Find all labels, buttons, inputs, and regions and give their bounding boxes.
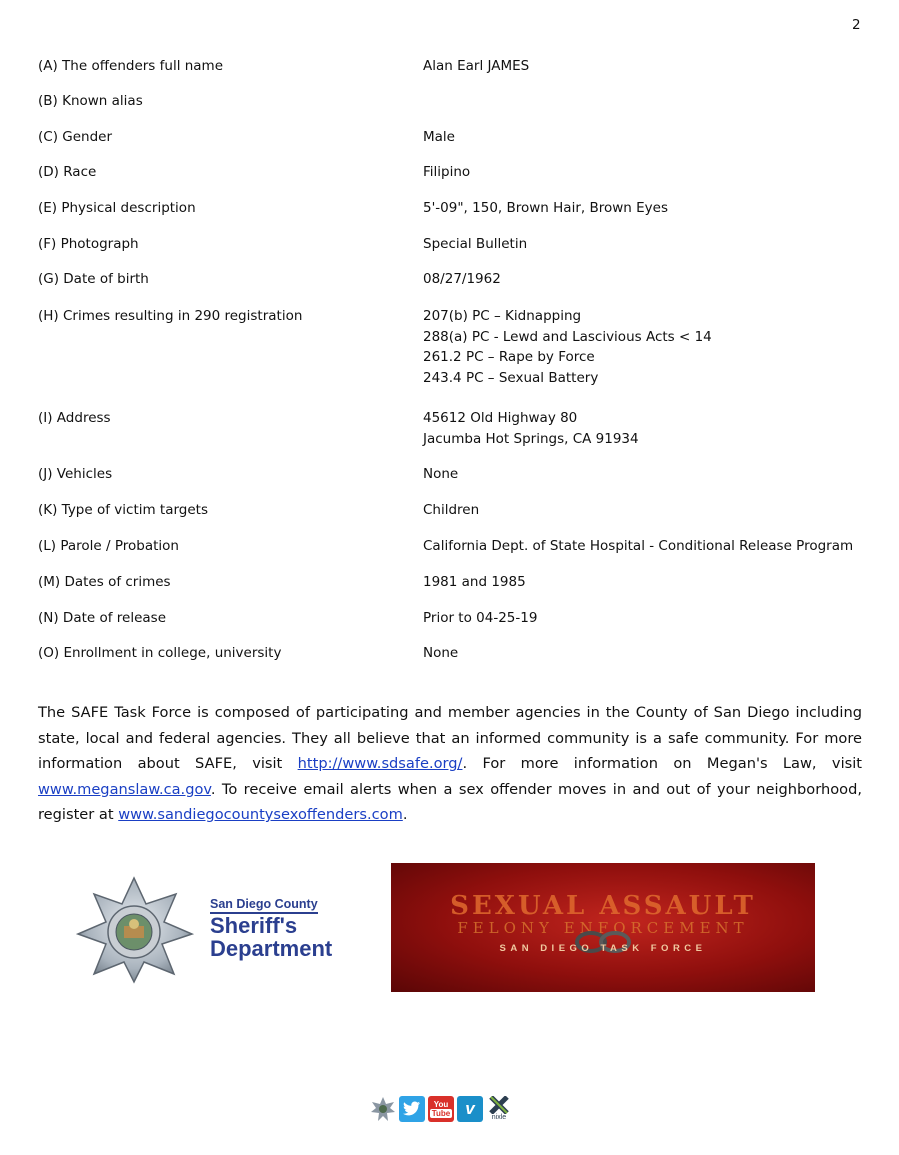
youtube-icon[interactable]: You Tube: [428, 1096, 454, 1122]
field-value: [423, 464, 458, 485]
field-label: (A) The offenders full name: [38, 58, 224, 74]
sdsafe-link[interactable]: http://www.sdsafe.org/: [297, 755, 463, 772]
field-value-line: Alan Earl JAMES: [423, 58, 530, 74]
field-value-line: Male: [423, 129, 455, 145]
field-value-line: 261.2 PC – Rape by Force: [423, 349, 595, 365]
field-value-line: Prior to 04-25-19: [423, 610, 538, 626]
field-value: [423, 269, 501, 290]
field-value: [423, 162, 470, 183]
page-number: 2: [852, 17, 861, 33]
meganslaw-link[interactable]: www.meganslaw.ca.gov: [38, 780, 211, 798]
field-label: (B) Known alias: [38, 93, 143, 109]
field-value: [423, 572, 526, 593]
field-value-line: 45612 Old Highway 80: [423, 410, 578, 426]
field-label: (C) Gender: [38, 129, 112, 145]
field-value: [423, 608, 537, 629]
paragraph-text: . For more information on Megan's Law, visit: [462, 755, 863, 772]
field-label: (G) Date of birth: [38, 271, 149, 287]
field-value: [423, 127, 455, 148]
paragraph-text: . To receive email alerts when a sex offender moves in and out of your neighborhood, register at: [38, 780, 862, 823]
banner-subtitle: FELONY ENFORCEMENT: [457, 919, 749, 937]
field-value-line: 5'-09", 150, Brown Hair, Brown Eyes: [423, 200, 668, 216]
field-label: (J) Vehicles: [38, 466, 113, 482]
sheriff-line2: Department: [210, 936, 333, 961]
sex-offenders-link[interactable]: www.sandiegocountysexoffenders.com: [118, 806, 403, 823]
field-value: [423, 643, 458, 664]
field-label: (F) Photograph: [38, 236, 139, 252]
field-value-line: Jacumba Hot Springs, CA 91934: [423, 430, 639, 447]
social-media-icons: [370, 1093, 512, 1125]
field-label: (H) Crimes resulting in 290 registration: [38, 308, 303, 324]
field-label: (D) Race: [38, 164, 97, 180]
field-value: [423, 56, 529, 77]
field-label: (I) Address: [38, 410, 111, 426]
sheriff-star-icon[interactable]: [370, 1096, 396, 1122]
field-value: [423, 306, 712, 388]
field-value: [423, 198, 668, 219]
field-value-line: 243.4 PC – Sexual Battery: [423, 369, 599, 386]
sheriff-logo-text: [210, 896, 332, 960]
field-value-line: Children: [423, 502, 480, 518]
field-label: (L) Parole / Probation: [38, 538, 179, 554]
field-label: (O) Enrollment in college, university: [38, 645, 282, 661]
field-label: (E) Physical description: [38, 200, 196, 216]
banner-title: SEXUAL ASSAULT: [450, 891, 756, 921]
field-value-line: 08/27/1962: [423, 271, 501, 287]
nixle-icon[interactable]: nixle: [486, 1096, 512, 1122]
sheriff-department-logo: [76, 876, 368, 984]
field-value-line: 1981 and 1985: [423, 574, 526, 590]
field-value-line: Special Bulletin: [423, 236, 528, 252]
field-value-line: 207(b) PC – Kidnapping: [423, 308, 582, 324]
sheriff-line1: Sheriff's: [210, 913, 298, 938]
field-value: [423, 536, 853, 557]
twitter-icon[interactable]: [399, 1096, 425, 1122]
safe-task-force-paragraph: [38, 700, 862, 828]
field-value-line: None: [423, 645, 459, 661]
field-value: [423, 500, 479, 521]
safe-task-force-banner: [391, 863, 815, 992]
sheriff-county-label: San Diego County: [210, 897, 318, 914]
paragraph-text: .: [402, 806, 408, 823]
field-label: (M) Dates of crimes: [38, 574, 171, 590]
sheriff-star-badge-icon: [76, 876, 196, 984]
banner-tagline: SAN DIEGO TASK FORCE: [499, 943, 707, 954]
field-value-line: California Dept. of State Hospital - Conditional Release Program: [423, 538, 854, 554]
field-label: (K) Type of victim targets: [38, 502, 209, 518]
field-value: [423, 408, 639, 449]
field-value-line: None: [423, 466, 459, 482]
field-value: [423, 234, 527, 255]
vimeo-icon[interactable]: v: [457, 1096, 483, 1122]
field-value-line: Filipino: [423, 164, 471, 180]
paragraph-text: The SAFE Task Force is composed of participating and member agencies in the County of San Diego including state, local and federal agencies. They all believe that an informed community is a safe community. For more information about SAFE, visit: [38, 704, 862, 772]
field-label: (N) Date of release: [38, 610, 167, 626]
field-value-line: 288(a) PC - Lewd and Lascivious Acts < 14: [423, 328, 712, 345]
